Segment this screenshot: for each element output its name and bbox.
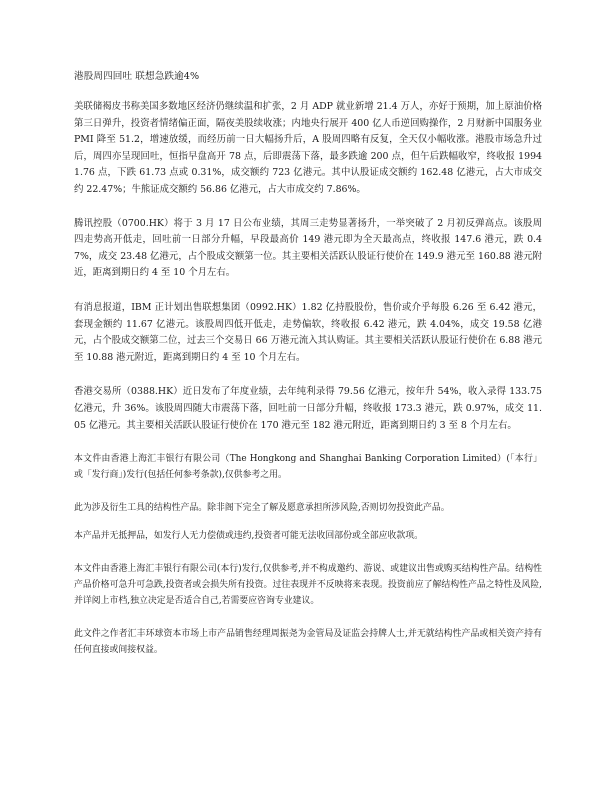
- disclaimer-derivative-risk: 此为涉及衍生工具的结构性产品。除非阁下完全了解及愿意承担所涉风险,否则切勿投资此产品。: [74, 503, 450, 514]
- disclaimer-no-collateral: 本产品并无抵押品，如发行人无力偿债或违约,投资者可能无法收回部份或全部应收款项。: [74, 530, 423, 541]
- paragraph-market-summary: 美联储褐皮书称美国多数地区经济仍继续温和扩张，2 月 ADP 就业新增 21.4 万人，亦好于预期，加上原油价格第三日弹升，投资者情绪偏正面，隔夜美股续收涨；内地央行展开 400 亿人币逆回购操作，2 月财新中国服务业 PMI 降至 51.2，增速放缓，而经历前一日大幅扬升后，A 股周四略有反复，全天仅小幅收涨。港股市场急升过后，周四亦呈现回吐，恒指早盘高开 78 点，后即震荡下落，最多跌逾 200 点，但午后跌幅收窄，终收报 19941.76 点，下跌 61.73 点或 0.31%，成交额约 723 亿港元。其中认股证成交额约 162.48 亿港元，占大市成交约 22.47%；牛熊证成交额约 56.86 亿港元，占大市成交约 7.86%。: [74, 101, 542, 195]
- disclaimer-author-interest: 此文件之作者汇丰环球资本市场上市产品销售经理周振尧为金管局及证监会持牌人士,并无就结构性产品或相关资产持有任何直接或间接权益。: [74, 629, 542, 655]
- paragraph-hkex: 香港交易所（0388.HK）近日发布了年度业绩，去年纯利录得 79.56 亿港元，按年升 54%，收入录得 133.75 亿港元，升 36%。该股周四随大市震荡下落，回吐前一日部分升幅，终收报 173.3 港元，跌 0.97%，成交 11.05 亿港元。其主要相关活跃认股证行使价在 170 港元至 182 港元附近，距离到期日约 3 至 8 个月左右。: [74, 386, 542, 431]
- disclaimer-reference-only: 本文件由香港上海汇丰银行有限公司(本行)发行,仅供参考,并不构成邀约、游说、或建议出售或购买结构性产品。结构性产品价格可急升可急跌,投资者或会损失所有投资。过往表现并不反映将来表现。投资前应了解结构性产品之特性及风险,并详阅上市档,独立决定是否适合自己,若需要应咨询专业建议。: [74, 564, 542, 606]
- article-title: 港股周四回吐 联想急跌逾4%: [74, 71, 200, 82]
- paragraph-lenovo: 有消息报道，IBM 正计划出售联想集团（0992.HK）1.82 亿持股股份，售价或介乎每股 6.26 至 6.42 港元，套现金额约 11.67 亿港元。该股周四低开低走，走势偏软，终收报 6.42 港元，跌 4.04%，成交 19.58 亿港元，占个股成交额第二位，过去三个交易日 66 万港元流入其认购证。其主要相关活跃认股证行使价在 6.88 港元至 10.88 港元附近，距离到期日约 4 至 10 个月左右。: [74, 301, 542, 363]
- disclaimer-issuer: 本文件由香港上海汇丰银行有限公司（The Hongkong and Shanghai Banking Corporation Limited）(「本行」或「发行商」)发行(包括任何参考条款),仅供参考之用。: [74, 454, 542, 480]
- paragraph-tencent: 腾讯控股（0700.HK）将于 3 月 17 日公布业绩，其周三走势显著扬升，一举突破了 2 月初反弹高点。该股周四走势高开低走，回吐前一日部分升幅，早段最高价 149 港元即为全天最高点，终收报 147.6 港元，跌 0.47%，成交 23.48 亿港元，占个股成交额第一位。其主要相关活跃认股证行使价在 149.9 港元至 160.88 港元附近，距离到期日约 4 至 10 个月左右。: [74, 217, 542, 279]
